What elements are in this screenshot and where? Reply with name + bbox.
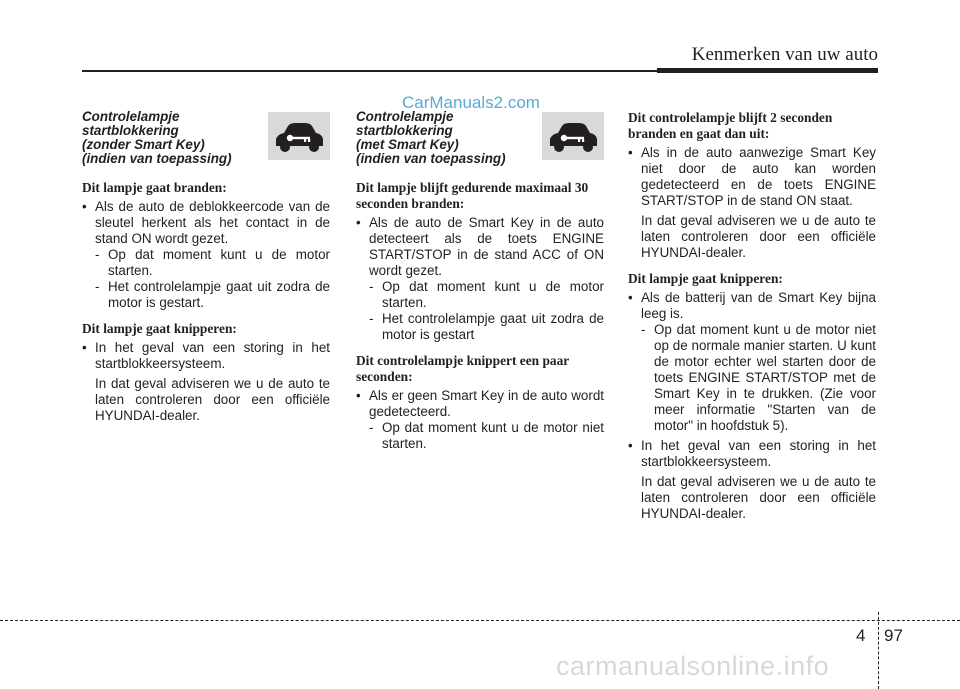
paragraph: In dat geval adviseren we u de auto te laten controleren door een officiële HYUNDAI-dealer.: [95, 376, 330, 423]
footer-divider: [878, 612, 879, 689]
dash-item: - Op dat moment kunt u de motor niet starten.: [356, 420, 604, 452]
bullet-item: • Als de auto de deblokkeercode van de sleutel herkent als het contact in de stand ON wordt gezet.: [82, 199, 330, 247]
bullet-item: • Als de batterij van de Smart Key bijna leeg is.: [628, 290, 876, 322]
dash-item: - Op dat moment kunt u de motor starten.: [356, 279, 604, 311]
bullet-item: • In het geval van een storing in het startblokkeersysteem.: [628, 438, 876, 470]
indicator-title: Controlelampje startblokkering (met Smart Key) (indien van toepassing): [356, 109, 506, 166]
chapter-number: 4: [856, 626, 866, 645]
header-rule-accent: [657, 68, 878, 73]
header-rule: [82, 70, 657, 72]
dash-item: - Op dat moment kunt u de motor starten.: [82, 247, 330, 279]
page-header-title: Kenmerken van uw auto: [691, 44, 878, 65]
paragraph: In dat geval adviseren we u de auto te laten controleren door een officiële HYUNDAI-dealer.: [641, 474, 876, 521]
bullet-item: • Als in de auto aanwezige Smart Key niet door de auto kan worden gedetecteerd en de toets ENGINE START/STOP in de stand ON staat.: [628, 145, 876, 209]
indicator-title: Controlelampje startblokkering (zonder Smart Key) (indien van toepassing): [82, 109, 232, 166]
indicator-heading: [356, 110, 604, 172]
column-2: [356, 110, 604, 462]
bullet-item: • In het geval van een storing in het startblokkeersysteem.: [82, 340, 330, 372]
column-1: [82, 110, 330, 434]
section-heading: Dit lampje gaat knipperen:: [628, 271, 783, 286]
dash-item: - Het controlelampje gaat uit zodra de motor is gestart.: [82, 279, 330, 311]
section-heading: Dit lampje gaat branden:: [82, 180, 227, 195]
paragraph: In dat geval adviseren we u de auto te laten controleren door een officiële HYUNDAI-dealer.: [641, 213, 876, 260]
section-heading: Dit controlelampje knippert een paar seconden:: [356, 353, 569, 384]
footer-rule: [0, 620, 960, 621]
indicator-heading: [82, 110, 330, 172]
section-heading: Dit lampje gaat knipperen:: [82, 321, 237, 336]
dash-item: - Op dat moment kunt u de motor niet op de normale manier starten. U kunt de motor echter wel starten door de toets ENGINE START/STOP met de Smart Key in te drukken. (Zie voor meer informatie "Starten van de motor" in hoofdstuk 5).: [628, 322, 876, 434]
section-heading: Dit lampje blijft gedurende maximaal 30 seconden branden:: [356, 180, 589, 211]
column-3: [628, 110, 876, 532]
watermark-top[interactable]: CarManuals2.com: [402, 93, 540, 112]
bullet-item: • Als de auto de Smart Key in de auto detecteert als de toets ENGINE START/STOP in de stand ACC of ON wordt gezet.: [356, 215, 604, 279]
section-heading: Dit controlelampje blijft 2 seconden branden en gaat dan uit:: [628, 110, 833, 141]
watermark-bottom[interactable]: carmanualsonline.info: [556, 651, 830, 681]
car-key-indicator-icon: [268, 112, 330, 160]
bullet-item: • Als er geen Smart Key in de auto wordt gedetecteerd.: [356, 388, 604, 420]
car-key-indicator-icon: [542, 112, 604, 160]
dash-item: - Het controlelampje gaat uit zodra de motor is gestart: [356, 311, 604, 343]
page-number: 97: [884, 626, 903, 645]
